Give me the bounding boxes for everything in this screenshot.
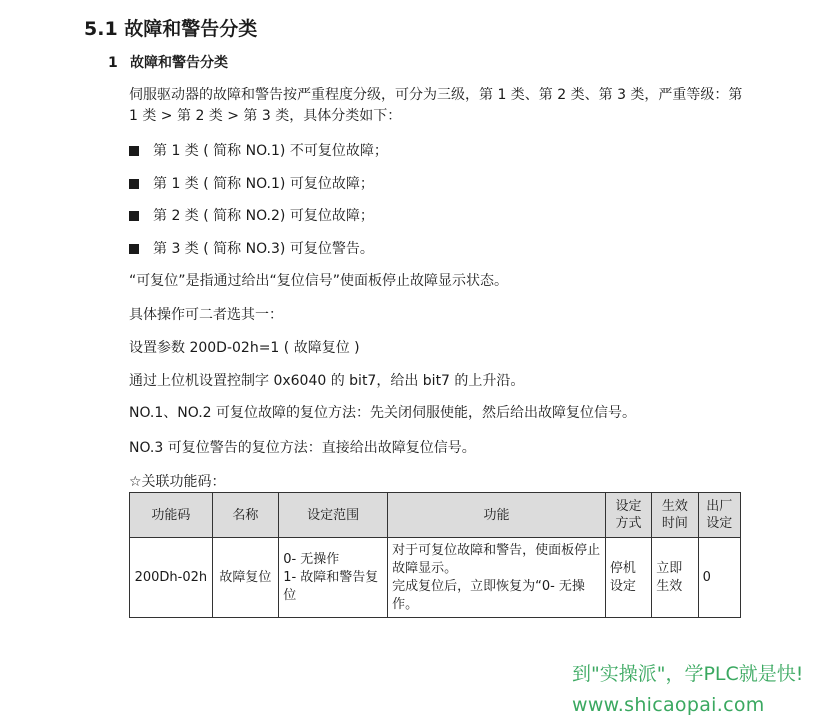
cell-default: 0 [698,538,740,618]
header-default: 出厂设定 [698,493,740,538]
square-bullet-icon [129,146,139,156]
bullet-text: 第 1 类 ( 简称 NO.1) 可复位故障； [153,176,374,192]
reset-definition: “可复位”是指通过给出“复位信号”使面板停止故障显示状态。 [129,273,509,289]
header-name: 名称 [212,493,279,538]
bullet-text: 第 3 类 ( 简称 NO.3) 可复位警告。 [153,241,374,257]
bullet-item [129,206,374,226]
function-line: 完成复位后，立即恢复为“0- 无操作。 [392,578,585,612]
bullet-text: 第 2 类 ( 简称 NO.2) 可复位故障； [153,208,374,224]
watermark-slogan: 到"实操派"，学PLC就是快! [572,663,804,685]
bullet-item [129,239,374,259]
square-bullet-icon [129,244,139,254]
bullet-item [129,174,374,194]
operation-intro: 具体操作可二者选其一： [129,307,283,323]
bullet-item [129,141,388,161]
watermark-url: www.shicaopai.com [572,694,765,716]
cell-function [388,538,606,618]
related-codes-label: ☆关联功能码： [129,474,226,490]
cell-code: 200Dh-02h [130,538,213,618]
function-code-table [129,492,741,618]
cell-range [279,538,388,618]
param-method: 设置参数 200D-02h=1 ( 故障复位 ) [129,340,360,356]
header-code: 功能码 [130,493,213,538]
intro-paragraph: 伺服驱动器的故障和警告按严重程度分级，可分为三级，第 1 类、第 2 类、第 3 类，严重等级：第 1 类 > 第 2 类 > 第 3 类，具体分类如下： [129,87,743,124]
range-option: 0- 无操作 [283,551,340,567]
section-title: 5.1 故障和警告分类 [84,18,258,40]
header-set-mode: 设定方式 [605,493,651,538]
subsection-title: 故障和警告分类 [130,55,228,71]
header-effective: 生效时间 [652,493,698,538]
cell-name: 故障复位 [212,538,279,618]
header-range: 设定范围 [279,493,388,538]
table-header-row [130,493,741,538]
square-bullet-icon [129,211,139,221]
subsection-number: 1 [108,55,118,71]
bullet-text: 第 1 类 ( 简称 NO.1) 不可复位故障； [153,143,388,159]
no1-no2-reset: NO.1、NO.2 可复位故障的复位方法：先关闭伺服使能，然后给出故障复位信号。 [129,405,637,421]
controlword-method: 通过上位机设置控制字 0x6040 的 bit7，给出 bit7 的上升沿。 [129,373,525,389]
cell-set-mode: 停机设定 [605,538,651,618]
no3-reset: NO.3 可复位警告的复位方法：直接给出故障复位信号。 [129,440,476,456]
range-option: 1- 故障和警告复位 [283,569,379,603]
header-function: 功能 [388,493,606,538]
function-line: 对于可复位故障和警告，使面板停止故障显示。 [392,542,601,576]
subsection-heading [108,52,228,72]
square-bullet-icon [129,179,139,189]
table-row [130,538,741,618]
cell-effective: 立即生效 [652,538,698,618]
